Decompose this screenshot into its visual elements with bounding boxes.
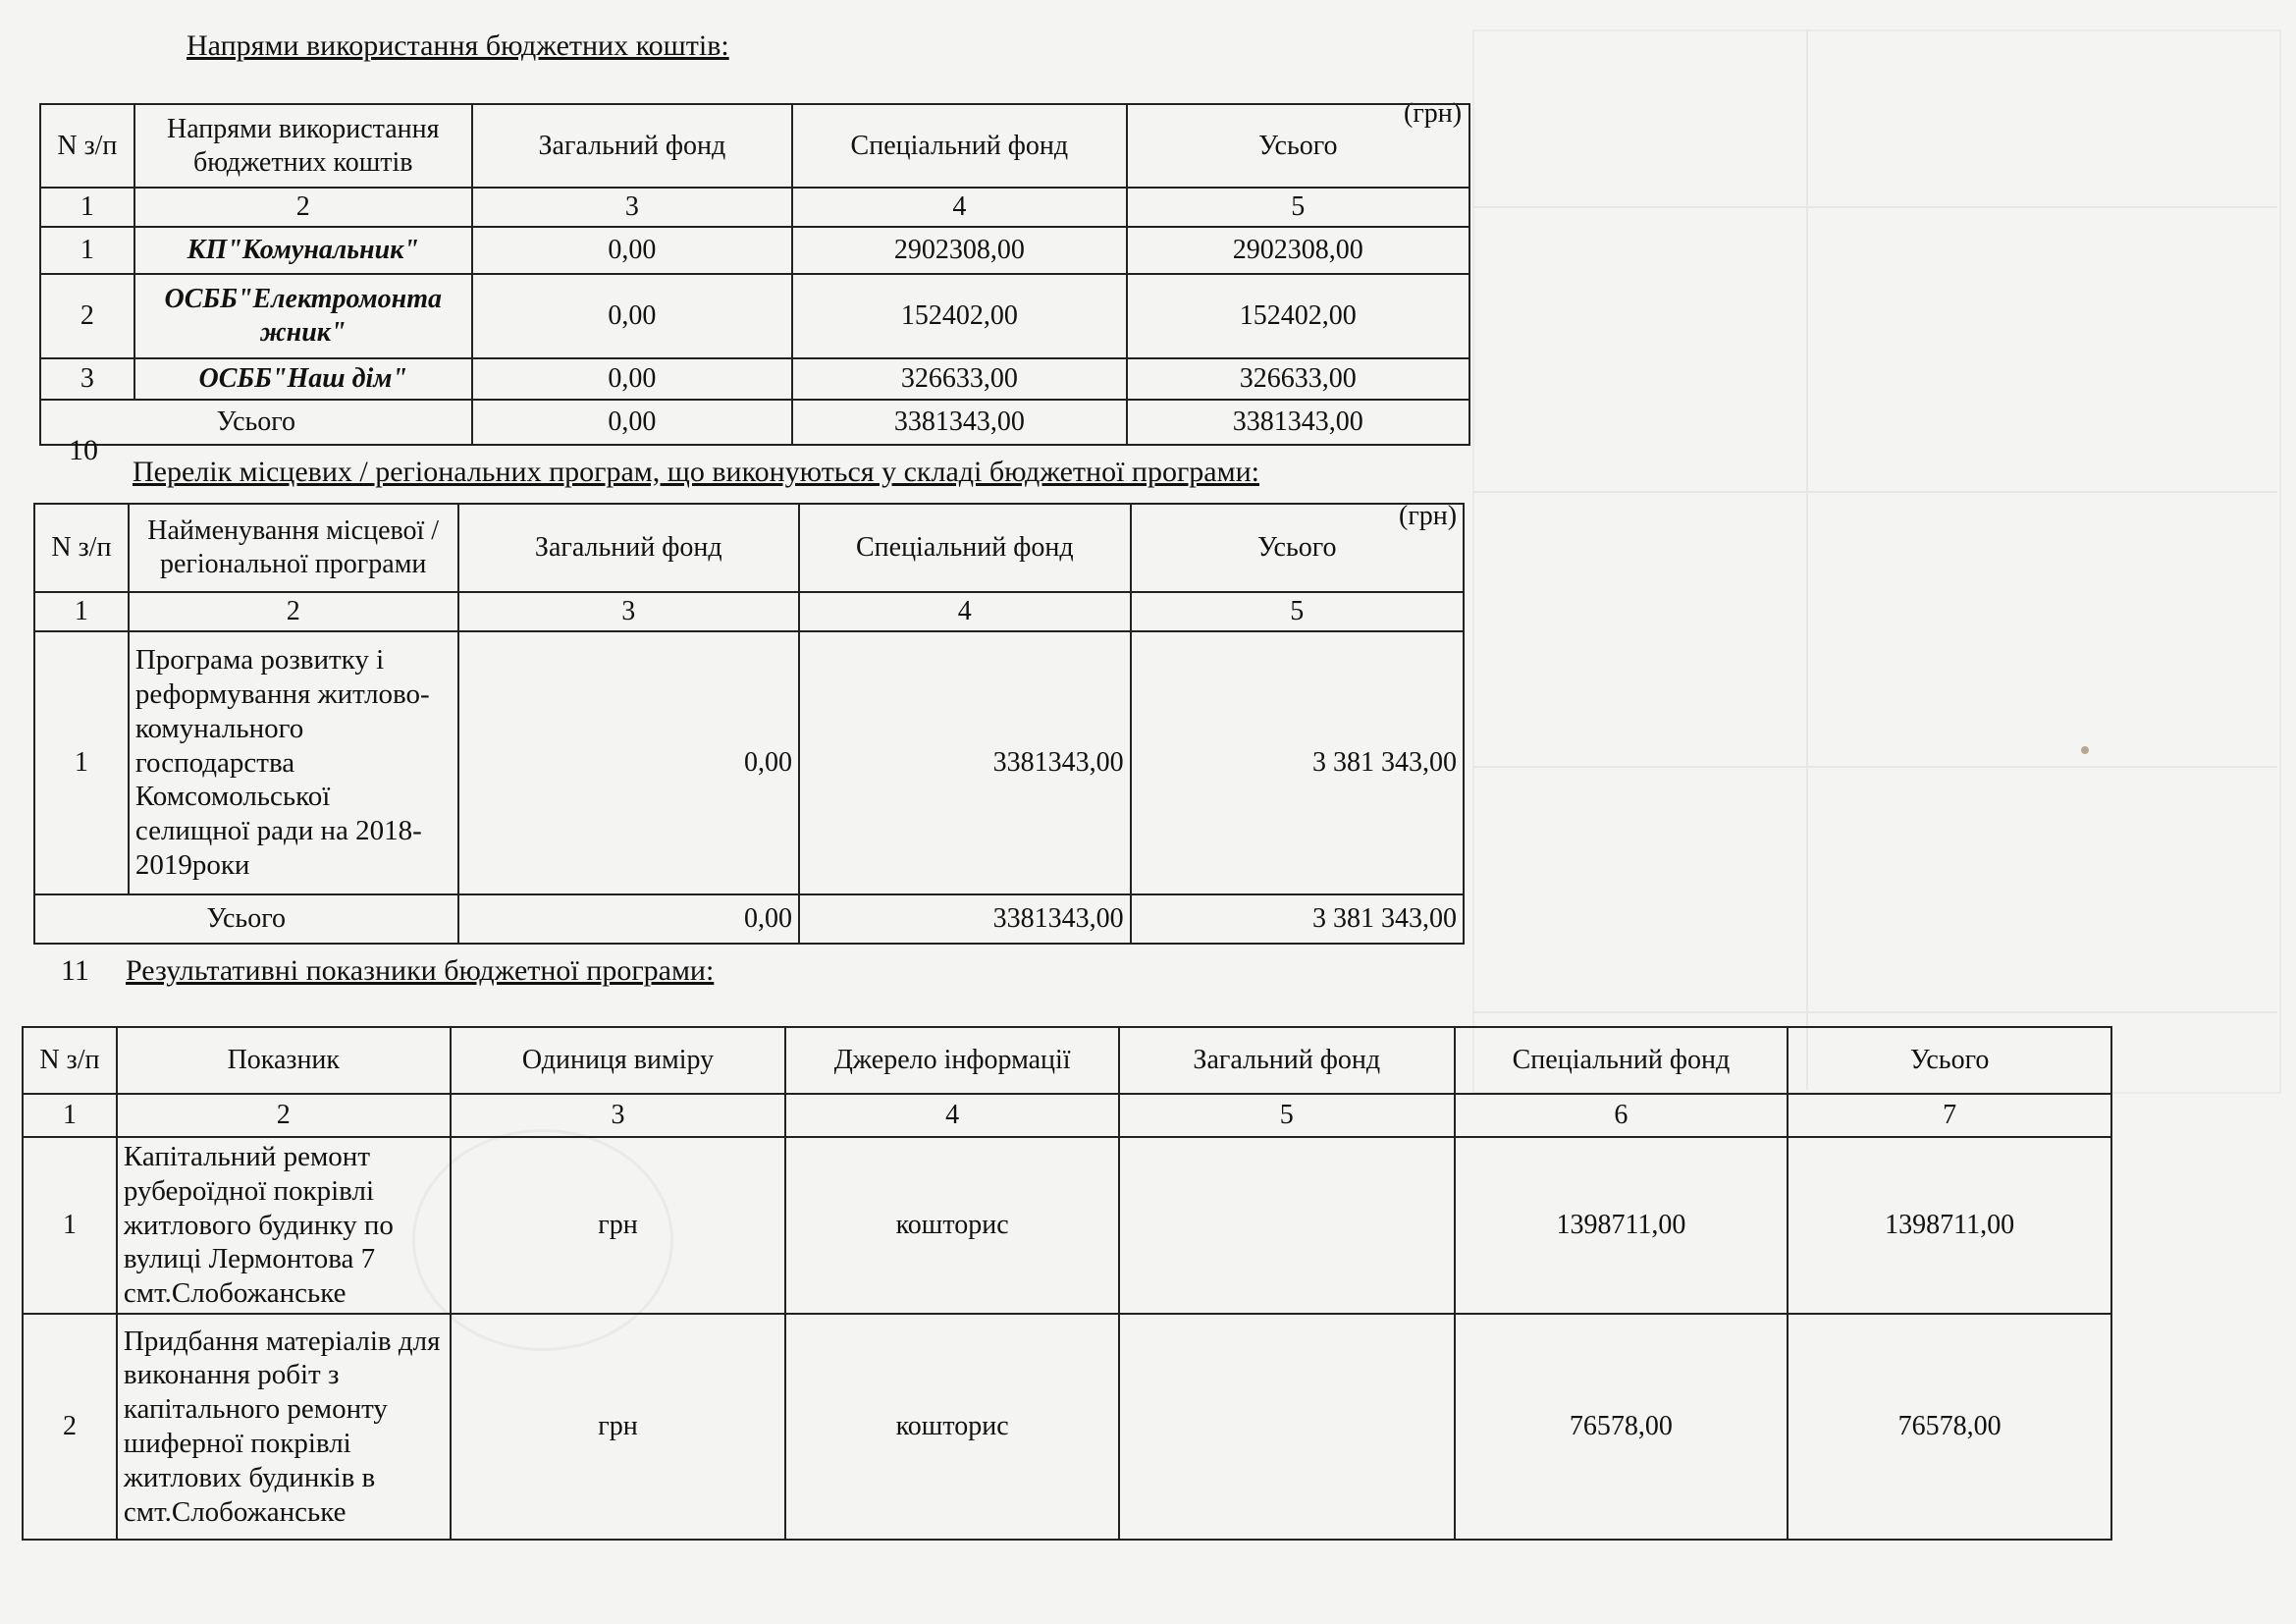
col-number: 6 <box>1455 1094 1789 1137</box>
recipient-name: КП"Комунальник" <box>134 227 472 274</box>
section11-title: Результативні показники бюджетної програми: <box>126 954 715 987</box>
table-total-row <box>40 400 1469 445</box>
background-ghost-table <box>1472 29 2281 1094</box>
col-number: 4 <box>785 1094 1119 1137</box>
table-row <box>23 1137 2111 1314</box>
total: 76578,00 <box>1788 1314 2111 1540</box>
row-number: 1 <box>23 1137 117 1314</box>
col-header: Джерело інформації <box>785 1027 1119 1094</box>
general-fund: 0,00 <box>458 894 799 944</box>
general-fund: 0,00 <box>472 227 792 274</box>
total: 2902308,00 <box>1127 227 1469 274</box>
col-header: Показник <box>117 1027 451 1094</box>
table-header-row <box>23 1027 2111 1094</box>
recipient-name: ОСББ"Наш дім" <box>134 358 472 400</box>
total-label: Усього <box>34 894 458 944</box>
col-number: 4 <box>792 188 1126 227</box>
section10-table <box>33 503 1465 945</box>
total: 3 381 343,00 <box>1131 631 1464 894</box>
special-fund: 3381343,00 <box>799 894 1131 944</box>
row-number: 2 <box>40 274 134 358</box>
col-number: 3 <box>451 1094 786 1137</box>
paper-speck <box>2081 746 2089 754</box>
col-header: Загальний фонд <box>1119 1027 1455 1094</box>
general-fund: 0,00 <box>472 400 792 445</box>
unit-of-measure: грн <box>451 1314 786 1540</box>
table-row <box>40 227 1469 274</box>
col-header: Усього <box>1788 1027 2111 1094</box>
table-total-row <box>34 894 1464 944</box>
total: 326633,00 <box>1127 358 1469 400</box>
col-header: N з/п <box>23 1027 117 1094</box>
col-number: 1 <box>23 1094 117 1137</box>
col-header: Спеціальний фонд <box>1455 1027 1789 1094</box>
col-header: N з/п <box>40 104 134 188</box>
col-header: Найменування місцевої / регіональної програми <box>129 504 458 592</box>
indicator-name: Придбання матеріалів для виконання робіт з капітального ремонту шиферної покрівлі житлових будинків в смт.Слобожанське <box>117 1314 451 1540</box>
row-number: 2 <box>23 1314 117 1540</box>
row-number: 1 <box>40 227 134 274</box>
total: 3 381 343,00 <box>1131 894 1464 944</box>
section10-unit: (грн) <box>1399 501 1458 531</box>
table-row <box>40 358 1469 400</box>
total: 152402,00 <box>1127 274 1469 358</box>
info-source: кошторис <box>785 1137 1119 1314</box>
ghost-line <box>1472 206 2277 208</box>
table-colnum-row <box>34 592 1464 631</box>
col-header: Загальний фонд <box>458 504 799 592</box>
col-number: 3 <box>458 592 799 631</box>
col-header: Усього <box>1127 104 1469 188</box>
section11-number: 11 <box>61 954 89 987</box>
table-row <box>23 1314 2111 1540</box>
recipient-name: ОСББ"Електромонта жник" <box>134 274 472 358</box>
ghost-line <box>1472 491 2277 493</box>
total: 1398711,00 <box>1788 1137 2111 1314</box>
unit-of-measure: грн <box>451 1137 786 1314</box>
special-fund: 2902308,00 <box>792 227 1126 274</box>
col-number: 5 <box>1131 592 1464 631</box>
section11-table <box>22 1026 2112 1541</box>
col-number: 5 <box>1127 188 1469 227</box>
col-header: N з/п <box>34 504 129 592</box>
info-source: кошторис <box>785 1314 1119 1540</box>
col-header: Спеціальний фонд <box>799 504 1131 592</box>
general-fund <box>1119 1314 1455 1540</box>
col-header: Усього <box>1131 504 1464 592</box>
table-row <box>34 631 1464 894</box>
row-number: 1 <box>34 631 129 894</box>
section10-number: 10 <box>69 434 98 466</box>
table-row <box>40 274 1469 358</box>
general-fund: 0,00 <box>472 274 792 358</box>
col-header: Одиниця виміру <box>451 1027 786 1094</box>
special-fund: 326633,00 <box>792 358 1126 400</box>
col-number: 4 <box>799 592 1131 631</box>
col-header: Спеціальний фонд <box>792 104 1126 188</box>
special-fund: 152402,00 <box>792 274 1126 358</box>
col-header: Напрями використання бюджетних коштів <box>134 104 472 188</box>
ghost-line <box>1472 766 2277 768</box>
general-fund <box>1119 1137 1455 1314</box>
table-header-row <box>34 504 1464 592</box>
row-number: 3 <box>40 358 134 400</box>
col-header: Загальний фонд <box>472 104 792 188</box>
program-name: Програма розвитку і реформування житлово-комунального господарства Комсомольської селищної ради на 2018-2019роки <box>129 631 458 894</box>
ghost-line <box>1806 29 1808 1090</box>
col-number: 5 <box>1119 1094 1455 1137</box>
ghost-line <box>1472 1011 2277 1013</box>
col-number: 1 <box>40 188 134 227</box>
table-header-row <box>40 104 1469 188</box>
col-number: 2 <box>117 1094 451 1137</box>
col-number: 7 <box>1788 1094 2111 1137</box>
col-number: 3 <box>472 188 792 227</box>
general-fund: 0,00 <box>458 631 799 894</box>
col-number: 2 <box>129 592 458 631</box>
table-colnum-row <box>40 188 1469 227</box>
indicator-name: Капітальний ремонт руберoїдної покрівлі житлового будинку по вулиці Лермонтова 7 смт.Слобожанське <box>117 1137 451 1314</box>
special-fund: 1398711,00 <box>1455 1137 1789 1314</box>
total: 3381343,00 <box>1127 400 1469 445</box>
general-fund: 0,00 <box>472 358 792 400</box>
col-number: 2 <box>134 188 472 227</box>
section9-unit: (грн) <box>1404 98 1463 129</box>
table-colnum-row <box>23 1094 2111 1137</box>
special-fund: 3381343,00 <box>799 631 1131 894</box>
section10-title: Перелік місцевих / регіональних програм, що виконуються у складі бюджетної програми: <box>133 456 1259 488</box>
special-fund: 3381343,00 <box>792 400 1126 445</box>
special-fund: 76578,00 <box>1455 1314 1789 1540</box>
section9-title: Напрями використання бюджетних коштів: <box>187 29 729 62</box>
col-number: 1 <box>34 592 129 631</box>
section9-table <box>39 103 1470 446</box>
total-label: Усього <box>40 400 472 445</box>
